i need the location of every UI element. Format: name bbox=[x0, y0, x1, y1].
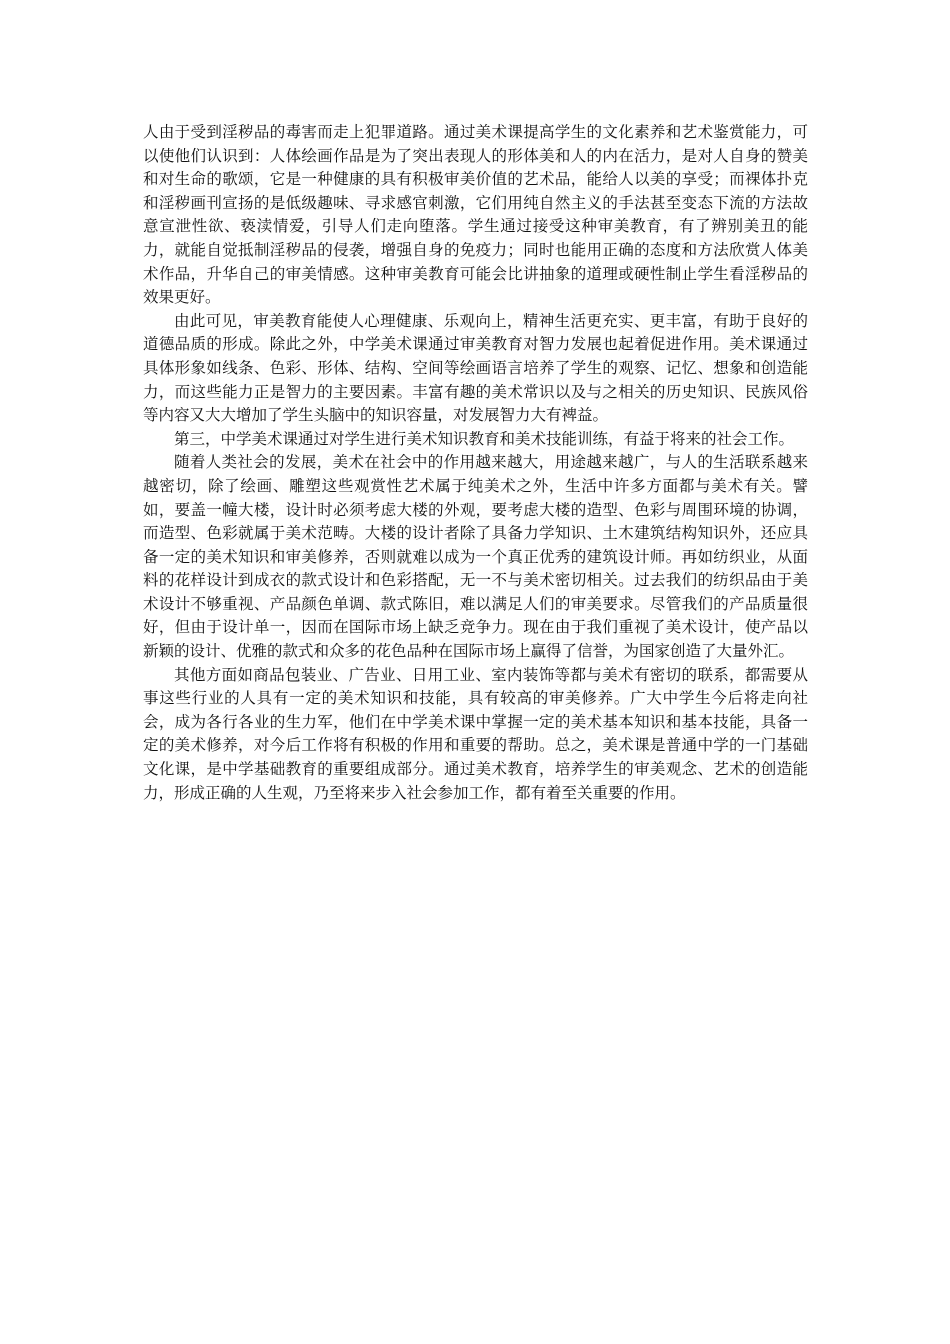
paragraph: 随着人类社会的发展，美术在社会中的作用越来越大，用途越来越广，与人的生活联系越来越密切，除了绘画、雕塑这些观赏性艺术属于纯美术之外，生活中许多方面都与美术有关。譬如，要盖一幢大楼，设计时必须考虑大楼的外观，要考虑大楼的造型、色彩与周围环境的协调，而造型、色彩就属于美术范畴。大楼的设计者除了具备力学知识、土木建筑结构知识外，还应具备一定的美术知识和审美修养，否则就难以成为一个真正优秀的建筑设计师。再如纺织业，从面料的花样设计到成衣的款式设计和色彩搭配，无一不与美术密切相关。过去我们的纺织品由于美术设计不够重视、产品颜色单调、款式陈旧，难以满足人们的审美要求。尽管我们的产品质量很好，但由于设计单一，因而在国际市场上缺乏竞争力。现在由于我们重视了美术设计，使产品以新颖的设计、优雅的款式和众多的花色品种在国际市场上赢得了信誉，为国家创造了大量外汇。 bbox=[143, 453, 808, 661]
paragraph: 第三，中学美术课通过对学生进行美术知识教育和美术技能训练，有益于将来的社会工作。 bbox=[174, 429, 795, 448]
paragraph-continuation: 人由于受到淫秽品的毒害而走上犯罪道路。通过美术课提高学生的文化素养和艺术鉴赏能力，可以使他们认识到：人体绘画作品是为了突出表现人的形体美和人的内在活力，是对人自身的赞美和对生命的歌颂，它是一种健康的具有积极审美价值的艺术品，能给人以美的享受；而裸体扑克和淫秽画刊宣扬的是低级趣味、寻求感官刺激，它们用纯自然主义的手法甚至变态下流的方法故意宣泄性欲、亵渎情爱，引导人们走向堕落。学生通过接受这种审美教育，有了辨别美丑的能力，就能自觉抵制淫秽品的侵袭，增强自身的免疫力；同时也能用正确的态度和方法欣赏人体美术作品，升华自己的审美情感。这种审美教育可能会比讲抽象的道理或硬性制止学生看淫秽品的效果更好。 bbox=[143, 123, 808, 307]
document-body bbox=[143, 121, 808, 805]
paragraph: 由此可见，审美教育能使人心理健康、乐观向上，精神生活更充实、更丰富，有助于良好的道德品质的形成。除此之外，中学美术课通过审美教育对智力发展也起着促进作用。美术课通过具体形象如线条、色彩、形体、结构、空间等绘画语言培养了学生的观察、记忆、想象和创造能力，而这些能力正是智力的主要因素。丰富有趣的美术常识以及与之相关的历史知识、民族风俗等内容又大大增加了学生头脑中的知识容量，对发展智力大有裨益。 bbox=[143, 311, 808, 425]
paragraph: 其他方面如商品包装业、广告业、日用工业、室内装饰等都与美术有密切的联系，都需要从事这些行业的人具有一定的美术知识和技能，具有较高的审美修养。广大中学生今后将走向社会，成为各行各业的生力军，他们在中学美术课中掌握一定的美术基本知识和基本技能，具备一定的美术修养，对今后工作将有积极的作用和重要的帮助。总之，美术课是普通中学的一门基础文化课，是中学基础教育的重要组成部分。通过美术教育，培养学生的审美观念、艺术的创造能力，形成正确的人生观，乃至将来步入社会参加工作，都有着至关重要的作用。 bbox=[143, 665, 808, 802]
